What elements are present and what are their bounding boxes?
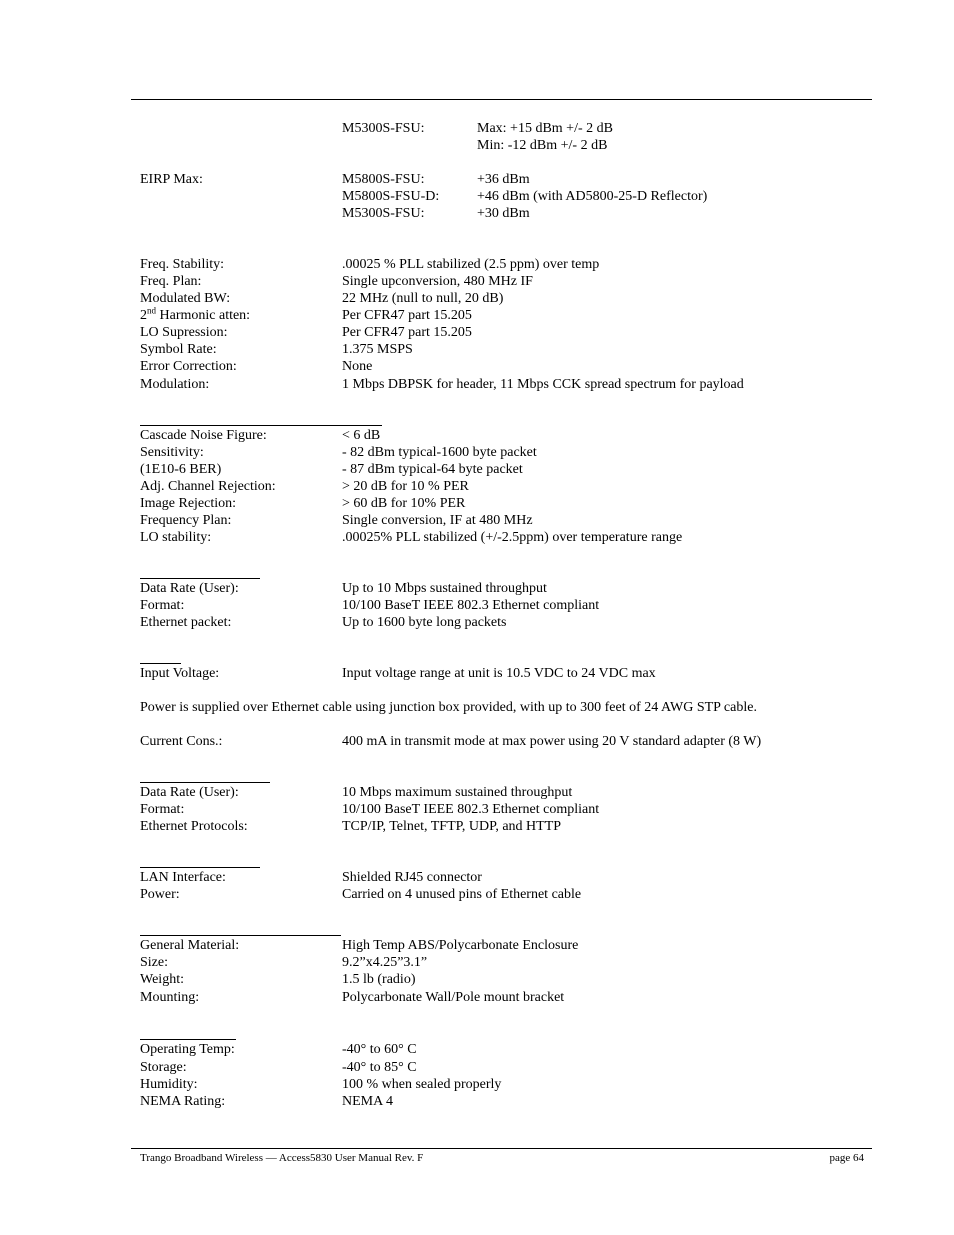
section-underline (140, 578, 260, 579)
spec-label: Freq. Plan: (140, 274, 202, 289)
spec-value: High Temp ABS/Polycarbonate Enclosure (342, 938, 579, 953)
spec-value: Carried on 4 unused pins of Ethernet cable (342, 887, 582, 902)
eirp-model: M5300S-FSU: (342, 206, 425, 221)
power-note: Power is supplied over Ethernet cable using junction box provided, with up to 300 feet of 24 AWG STP cable. (140, 700, 757, 715)
spec-label: Humidity: (140, 1077, 198, 1092)
spec-label: Adj. Channel Rejection: (140, 479, 276, 494)
spec-label: Frequency Plan: (140, 513, 232, 528)
section-underline (140, 1039, 236, 1040)
spec-value: - 82 dBm typical-1600 byte packet (342, 445, 537, 460)
section-underline (140, 782, 270, 783)
spec-value: 10/100 BaseT IEEE 802.3 Ethernet compliant (342, 802, 600, 817)
spec-value: Single upconversion, 480 MHz IF (342, 274, 533, 289)
spec-label: (1E10-6 BER) (140, 462, 222, 477)
spec-value: 10/100 BaseT IEEE 802.3 Ethernet compliant (342, 598, 600, 613)
spec-label: Symbol Rate: (140, 342, 217, 357)
spec-label: Error Correction: (140, 359, 237, 374)
spec-label: Sensitivity: (140, 445, 204, 460)
spec-value: Per CFR47 part 15.205 (342, 325, 472, 340)
spec-label: LO Supression: (140, 325, 228, 340)
spec-value: 9.2”x4.25”3.1” (342, 955, 428, 970)
spec-value: NEMA 4 (342, 1094, 393, 1109)
spec-value: Up to 10 Mbps sustained throughput (342, 581, 547, 596)
spec-label: Freq. Stability: (140, 257, 224, 272)
spec-value: Polycarbonate Wall/Pole mount bracket (342, 990, 565, 1005)
spec-label: LAN Interface: (140, 870, 226, 885)
spec-value: Up to 1600 byte long packets (342, 615, 507, 630)
spec-label: Format: (140, 802, 185, 817)
spec-value: 100 % when sealed properly (342, 1077, 502, 1092)
spec-value: 10 Mbps maximum sustained throughput (342, 785, 573, 800)
spec-value: Single conversion, IF at 480 MHz (342, 513, 533, 528)
spec-label: Size: (140, 955, 168, 970)
spec-value: 400 mA in transmit mode at max power using 20 V standard adapter (8 W) (342, 734, 762, 749)
spec-label: Weight: (140, 972, 184, 987)
eirp-value: +30 dBm (477, 206, 530, 221)
spec-value: > 20 dB for 10 % PER (342, 479, 469, 494)
spec-label: Image Rejection: (140, 496, 237, 511)
spec-label: LO stability: (140, 530, 212, 545)
spec-value: .00025 % PLL stabilized (2.5 ppm) over temp (342, 257, 600, 272)
spec-label: Modulation: (140, 377, 210, 392)
spec-value: Shielded RJ45 connector (342, 870, 482, 885)
spec-label: Ethernet Protocols: (140, 819, 248, 834)
spec-label: Data Rate (User): (140, 581, 239, 596)
spec-value: -40° to 60° C (342, 1042, 417, 1057)
section-underline (140, 663, 181, 664)
spec-value: -40° to 85° C (342, 1060, 417, 1075)
spec-label: Format: (140, 598, 185, 613)
eirp-model: M5800S-FSU: (342, 172, 425, 187)
spec-label: Operating Temp: (140, 1042, 235, 1057)
spec-label: Modulated BW: (140, 291, 231, 306)
eirp-value: +46 dBm (with AD5800-25-D Reflector) (477, 189, 708, 204)
spec-label: General Material: (140, 938, 240, 953)
footer-rule (131, 1148, 872, 1149)
tx-power-model: M5300S-FSU: (342, 121, 425, 136)
tx-power-max: Max: +15 dBm +/- 2 dB (477, 121, 613, 136)
header-rule (131, 99, 872, 100)
spec-label: Ethernet packet: (140, 615, 232, 630)
spec-value: 1.5 lb (radio) (342, 972, 416, 987)
spec-label: Cascade Noise Figure: (140, 428, 267, 443)
spec-value: - 87 dBm typical-64 byte packet (342, 462, 523, 477)
spec-value: 22 MHz (null to null, 20 dB) (342, 291, 504, 306)
spec-value: None (342, 359, 373, 374)
spec-label: Input Voltage: (140, 666, 220, 681)
spec-label: Storage: (140, 1060, 187, 1075)
section-underline (140, 867, 260, 868)
spec-value: Input voltage range at unit is 10.5 VDC to 24 VDC max (342, 666, 656, 681)
tx-power-min: Min: -12 dBm +/- 2 dB (477, 138, 608, 153)
spec-value: .00025% PLL stabilized (+/-2.5ppm) over temperature range (342, 530, 683, 545)
spec-value: Per CFR47 part 15.205 (342, 308, 472, 323)
eirp-value: +36 dBm (477, 172, 530, 187)
spec-label: 2nd Harmonic atten: (140, 305, 251, 323)
section-underline (140, 425, 382, 426)
eirp-model: M5800S-FSU-D: (342, 189, 440, 204)
spec-value: 1 Mbps DBPSK for header, 11 Mbps CCK spread spectrum for payload (342, 377, 744, 392)
spec-value: TCP/IP, Telnet, TFTP, UDP, and HTTP (342, 819, 562, 834)
spec-label: Data Rate (User): (140, 785, 239, 800)
spec-label: Mounting: (140, 990, 200, 1005)
eirp-label: EIRP Max: (140, 172, 203, 187)
section-underline (140, 935, 341, 936)
spec-value: 1.375 MSPS (342, 342, 413, 357)
spec-value: > 60 dB for 10% PER (342, 496, 466, 511)
spec-label: NEMA Rating: (140, 1094, 226, 1109)
footer-title: Trango Broadband Wireless — Access5830 User Manual Rev. F (140, 1152, 424, 1164)
spec-value: < 6 dB (342, 428, 381, 443)
spec-label: Power: (140, 887, 180, 902)
spec-label: Current Cons.: (140, 734, 223, 749)
page-number: page 64 (829, 1152, 864, 1164)
